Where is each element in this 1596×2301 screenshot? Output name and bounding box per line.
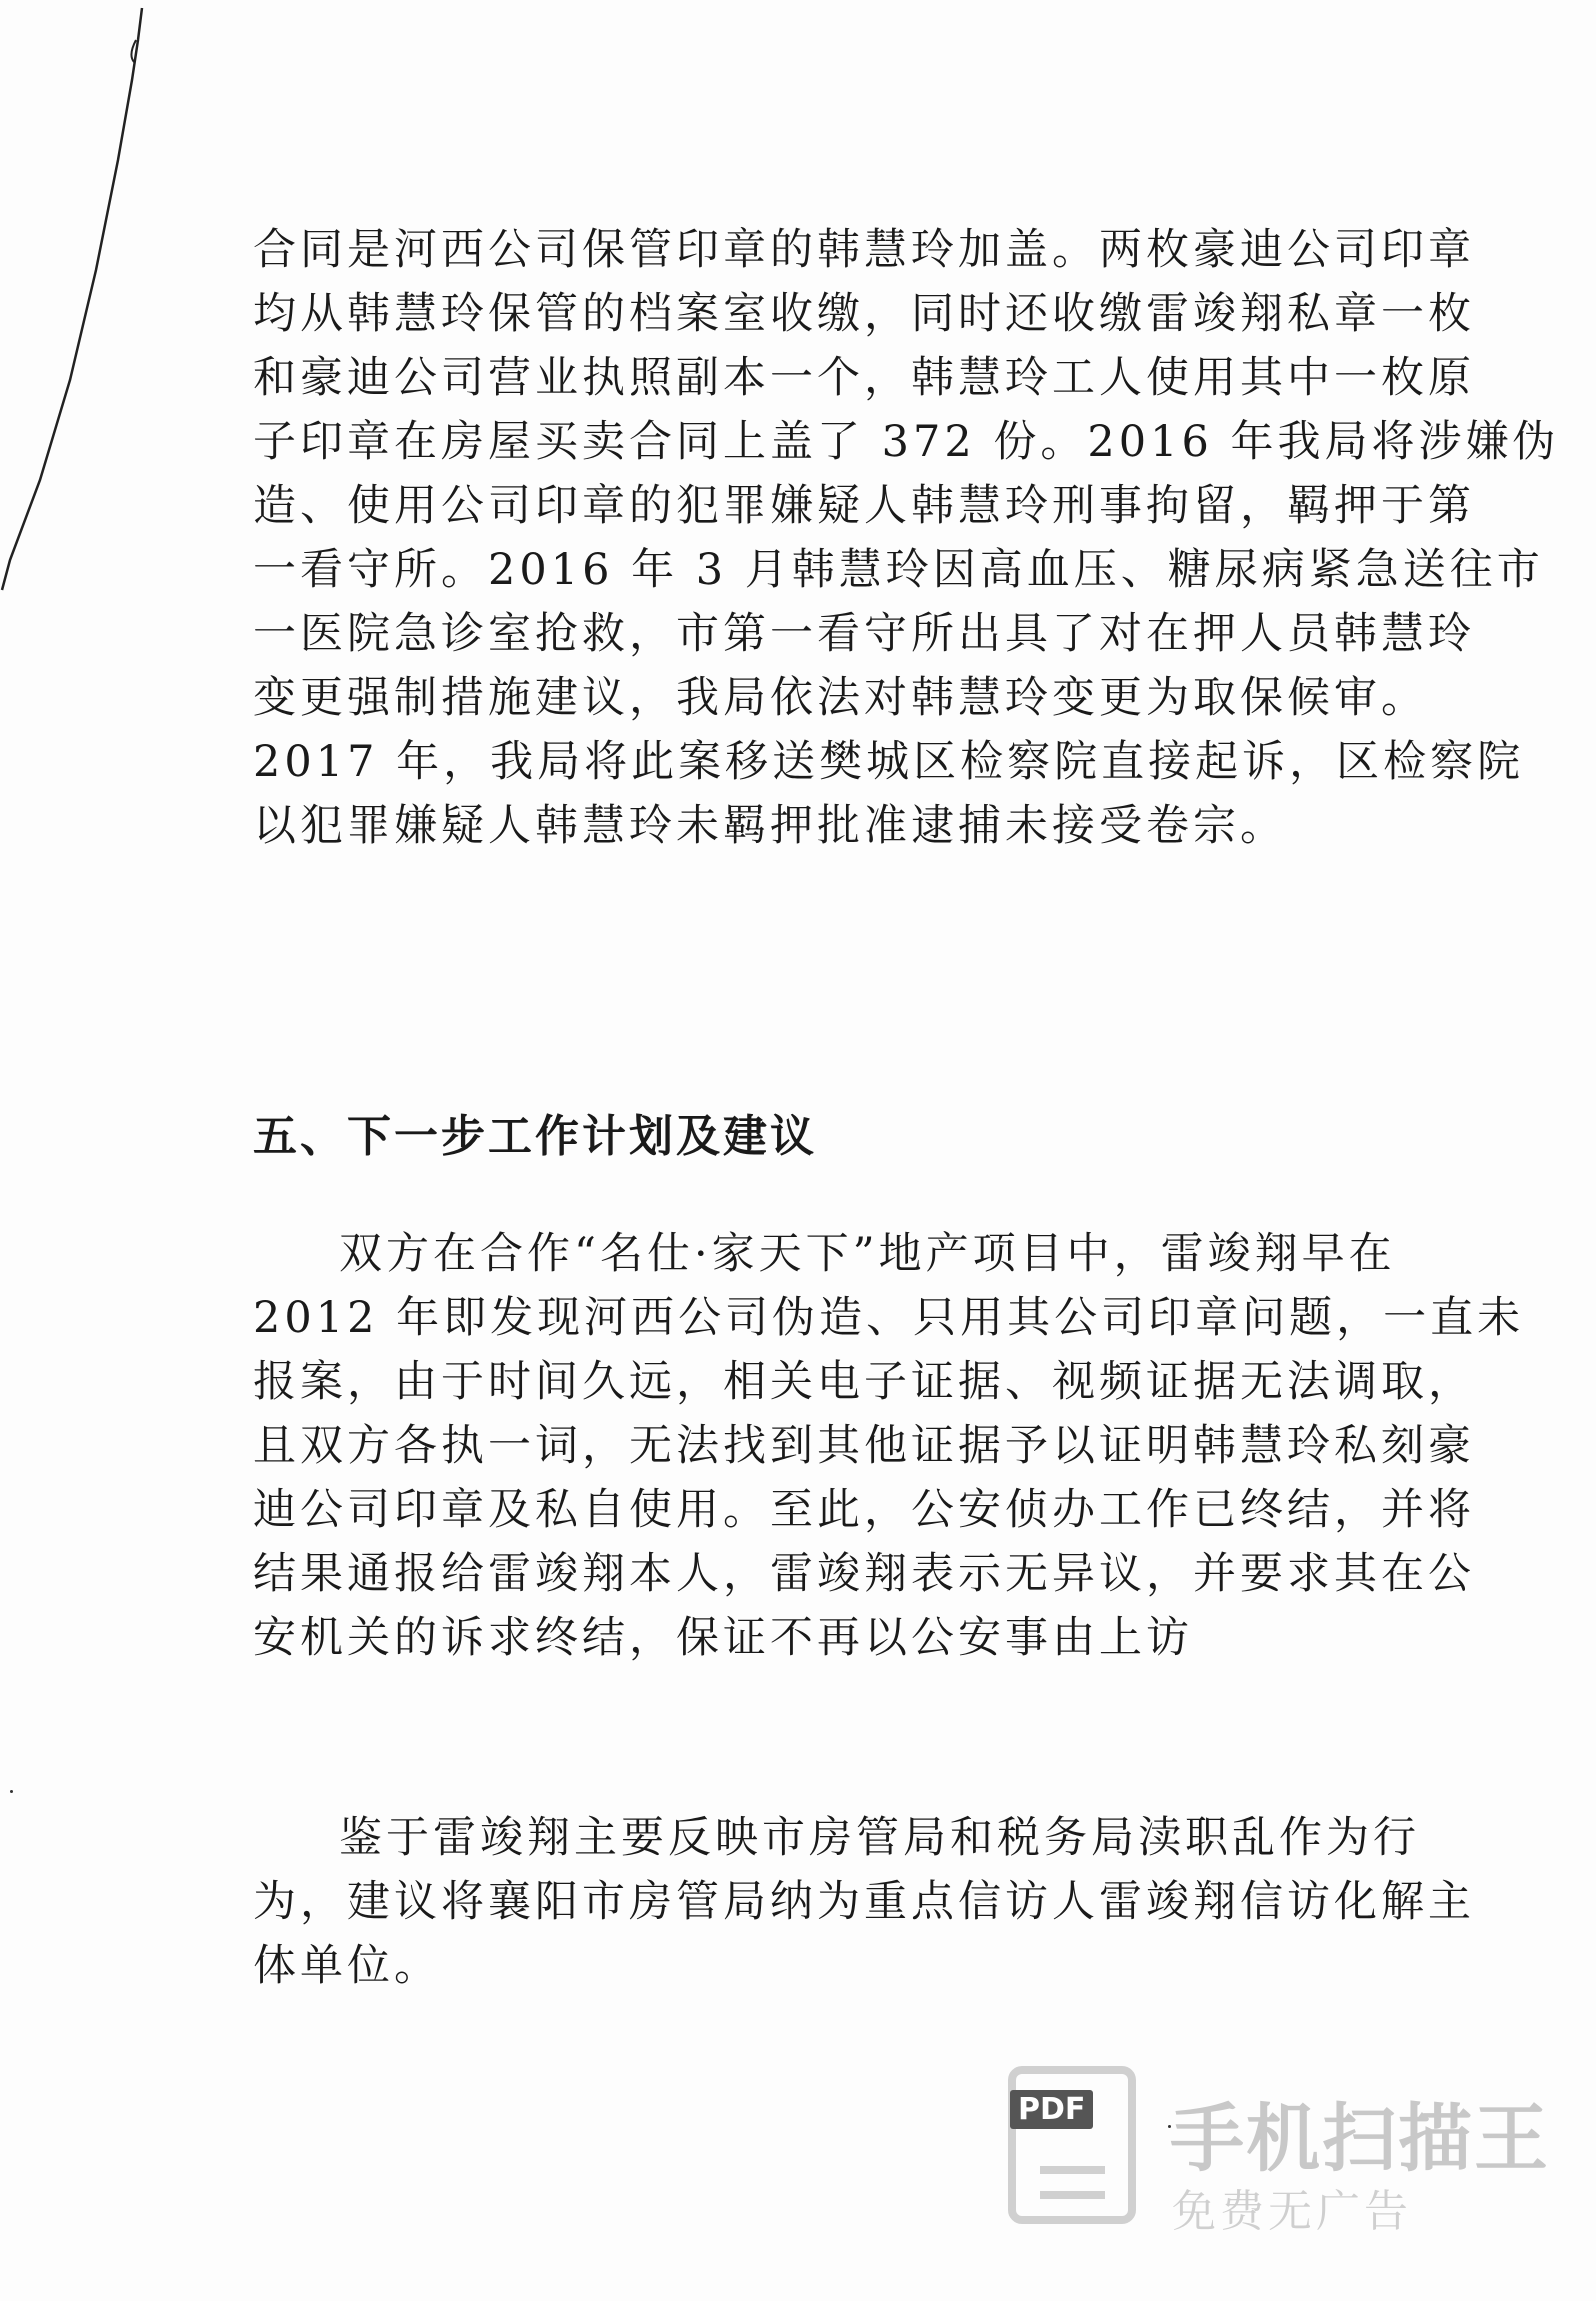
text-line: 造、使用公司印章的犯罪嫌疑人韩慧玲刑事拘留，羁押于第 bbox=[253, 481, 1475, 531]
text-line: 体单位。 bbox=[253, 1941, 441, 1991]
text-line: 子印章在房屋买卖合同上盖了 372 份。2016 年我局将涉嫌伪 bbox=[253, 417, 1560, 467]
text-line: 鉴于雷竣翔主要反映市房管局和税务局渎职乱作为行 bbox=[339, 1813, 1420, 1863]
text-line: 结果通报给雷竣翔本人，雷竣翔表示无异议，并要求其在公 bbox=[253, 1549, 1475, 1599]
text-line: 安机关的诉求终结，保证不再以公安事由上访 bbox=[253, 1613, 1193, 1663]
text-line: 迪公司印章及私自使用。至此，公安侦办工作已终结，并将 bbox=[253, 1485, 1475, 1535]
section-heading: 五、下一步工作计划及建议 bbox=[253, 1111, 817, 1162]
text-line: 合同是河西公司保管印章的韩慧玲加盖。两枚豪迪公司印章 bbox=[253, 225, 1475, 275]
scanner-watermark bbox=[1000, 2060, 1560, 2240]
text-line: 一看守所。2016 年 3 月韩慧玲因高血压、糖尿病紧急送往市 bbox=[253, 545, 1544, 595]
text-line: 均从韩慧玲保管的档案室收缴，同时还收缴雷竣翔私章一枚 bbox=[253, 289, 1475, 339]
scan-speck bbox=[10, 1790, 13, 1793]
text-line: 双方在合作“名仕·家天下”地产项目中，雷竣翔早在 bbox=[339, 1229, 1396, 1279]
paragraph-2 bbox=[253, 1222, 1525, 1670]
text-line: 变更强制措施建议，我局依法对韩慧玲变更为取保候审。 bbox=[253, 673, 1428, 723]
text-line: 报案，由于时间久远，相关电子证据、视频证据无法调取， bbox=[253, 1357, 1475, 1407]
text-line: 以犯罪嫌疑人韩慧玲未羁押批准逮捕未接受卷宗。 bbox=[253, 801, 1287, 851]
pdf-label: PDF bbox=[1010, 2090, 1093, 2129]
text-line: 2012 年即发现河西公司伪造、只用其公司印章问题，一直未 bbox=[253, 1293, 1525, 1343]
text-line: 2017 年，我局将此案移送樊城区检察院直接起诉，区检察院 bbox=[253, 737, 1525, 787]
paragraph-3 bbox=[253, 1806, 1475, 1998]
watermark-subtitle: 免费无广告 bbox=[1172, 2186, 1412, 2237]
text-line: 且双方各执一词，无法找到其他证据予以证明韩慧玲私刻豪 bbox=[253, 1421, 1475, 1471]
pdf-document-icon bbox=[1000, 2060, 1150, 2235]
watermark-title: 手机扫描王 bbox=[1170, 2096, 1550, 2182]
text-line: 一医院急诊室抢救，市第一看守所出具了对在押人员韩慧玲 bbox=[253, 609, 1475, 659]
text-line: 为，建议将襄阳市房管局纳为重点信访人雷竣翔信访化解主 bbox=[253, 1877, 1475, 1927]
text-line: 和豪迪公司营业执照副本一个，韩慧玲工人使用其中一枚原 bbox=[253, 353, 1475, 403]
scan-edge-line bbox=[0, 0, 160, 600]
paragraph-1 bbox=[253, 218, 1560, 858]
